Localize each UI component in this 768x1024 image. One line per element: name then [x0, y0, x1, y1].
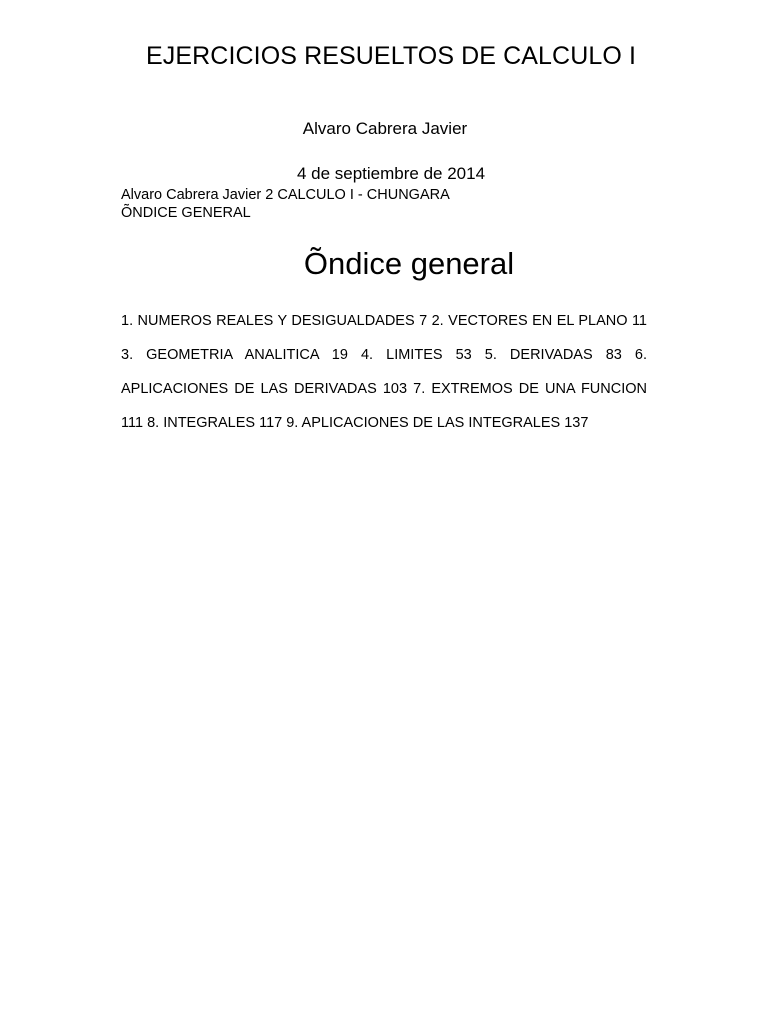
running-section-label: ÕNDICE GENERAL — [121, 205, 251, 221]
table-of-contents-text: 1. NUMEROS REALES Y DESIGUALDADES 7 2. VECTORES EN EL PLANO 11 3. GEOMETRIA ANALITICA 19 4. LIMITES 53 5. DERIVADAS 83 6. APLICACIONES DE LAS DERIVADAS 103 7. EXTREMOS DE UNA FUNCION 111 8. INTEGRALES 117 9. APLICACIONES DE LAS INTEGRALES 137 — [121, 313, 647, 431]
document-title: EJERCICIOS RESUELTOS DE CALCULO I — [146, 42, 636, 70]
chapter-heading: Õndice general — [303, 246, 515, 281]
document-date: 4 de septiembre de 2014 — [296, 164, 486, 183]
document-author: Alvaro Cabrera Javier — [302, 119, 468, 138]
running-header: Alvaro Cabrera Javier 2 CALCULO I - CHUNGARA — [121, 187, 450, 203]
